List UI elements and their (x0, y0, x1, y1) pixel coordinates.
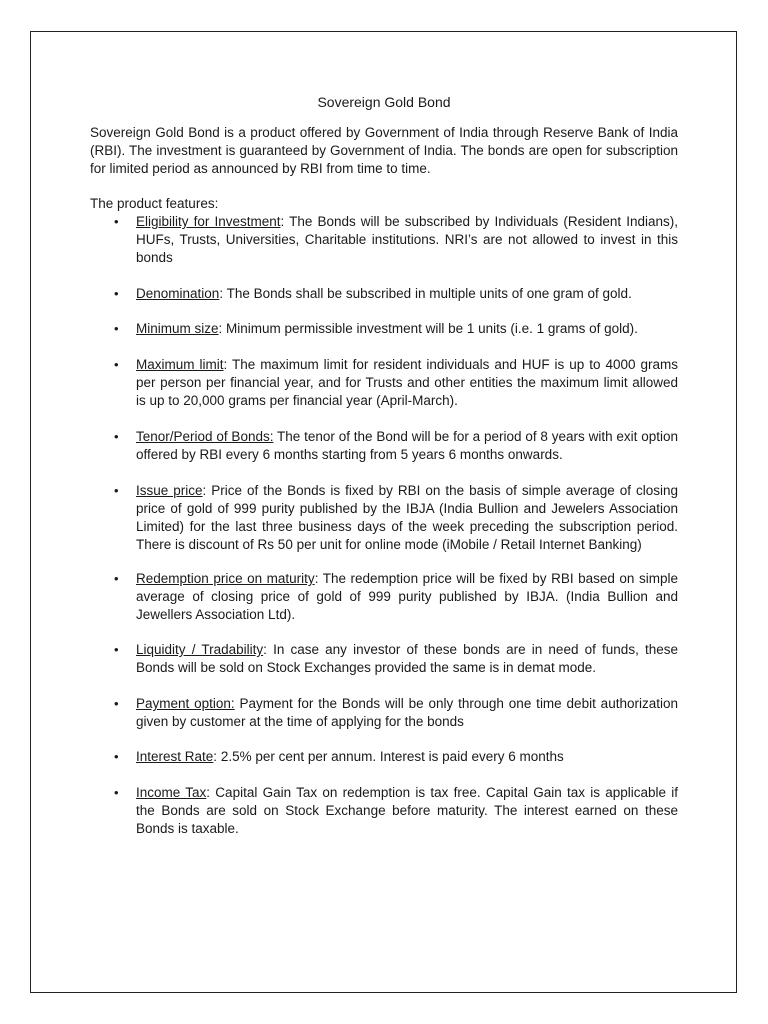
feature-text: The redemption price will be fixed by RBI based on simple average of closing price of gold of 999 purity published by IBJA. (India Bullion and Jewellers Association Ltd). (136, 571, 678, 622)
feature-item-minimum-size (114, 320, 678, 338)
feature-text: The Bonds will be subscribed by Individuals (Resident Indians), HUFs, Trusts, Universities, Charitable institutions. NRI’s are not allowed to invest in this bonds (136, 214, 678, 265)
feature-item-income-tax (114, 784, 679, 838)
feature-separator: : (219, 286, 224, 301)
bullet-icon: • (114, 749, 119, 764)
feature-separator: : (223, 357, 228, 372)
bullet-icon: • (114, 357, 119, 372)
feature-text: Payment for the Bonds will be only through one time debit authorization given by customer at the time of applying for the bonds (136, 696, 678, 729)
feature-separator: : (280, 214, 285, 229)
feature-item-interest-rate (114, 748, 678, 766)
document-title: Sovereign Gold Bond (317, 94, 451, 110)
feature-term: Tenor/Period of Bonds: (136, 429, 274, 444)
feature-term: Interest Rate (136, 749, 214, 764)
feature-separator: : (314, 571, 319, 586)
feature-item-redemption-price (114, 570, 678, 624)
feature-item-tenor (114, 428, 678, 464)
feature-term: Redemption price on maturity (136, 571, 315, 586)
feature-separator: : (213, 749, 218, 764)
feature-text: The tenor of the Bond will be for a period of 8 years with exit option offered by RBI every 6 months starting from 5 years 6 months onwards. (136, 429, 678, 462)
bullet-icon: • (114, 483, 119, 498)
feature-separator: : (206, 785, 211, 800)
feature-term: Denomination (136, 286, 220, 301)
feature-text: Capital Gain Tax on redemption is tax free. Capital Gain tax is applicable if the Bonds are sold on Stock Exchange before maturity. The interest earned on these Bonds is taxable. (136, 785, 679, 836)
bullet-icon: • (114, 642, 119, 657)
bullet-icon: • (114, 696, 119, 711)
feature-term: Income Tax (136, 785, 207, 800)
feature-separator: : (218, 321, 223, 336)
feature-item-liquidity (114, 641, 679, 677)
feature-text: The maximum limit for resident individuals and HUF is up to 4000 grams per person per financial year, and for Trusts and other entities the maximum limit allowed is up to 20,000 grams per financial year (April-March). (136, 357, 678, 408)
intro-paragraph: Sovereign Gold Bond is a product offered by Government of India through Reserve Bank of India (RBI). The investment is guaranteed by Government of India. The bonds are open for subscription for limited period as announced by RBI from time to time. (90, 125, 678, 176)
bullet-icon: • (114, 429, 119, 444)
bullet-icon: • (114, 571, 119, 586)
bullet-icon: • (114, 286, 119, 301)
feature-text: Price of the Bonds is fixed by RBI on the basis of simple average of closing price of gold of 999 purity published by the IBJA (India Bullion and Jewelers Association Limited) for the last three business days of the week preceding the subscription period. There is discount of Rs 50 per unit for online mode (iMobile / Retail Internet Banking) (136, 483, 678, 552)
feature-term: Minimum size (136, 321, 219, 336)
features-heading: The product features: (90, 196, 219, 211)
feature-term: Issue price (136, 483, 203, 498)
feature-item-eligibility (114, 213, 678, 267)
feature-text: 2.5% per cent per annum. Interest is paid every 6 months (217, 749, 564, 764)
feature-text: The Bonds shall be subscribed in multiple units of one gram of gold. (223, 286, 632, 301)
feature-item-issue-price (114, 482, 678, 554)
bullet-icon: • (114, 785, 119, 800)
feature-text: In case any investor of these bonds are in need of funds, these Bonds will be sold on Stock Exchanges provided the same is in demat mode. (136, 642, 679, 675)
feature-item-denomination (114, 285, 678, 303)
feature-item-maximum-limit (114, 356, 678, 410)
feature-item-payment-option (114, 695, 678, 731)
feature-separator: : (263, 642, 267, 657)
feature-term: Payment option: (136, 696, 235, 711)
feature-text: Minimum permissible investment will be 1 units (i.e. 1 grams of gold). (222, 321, 638, 336)
feature-term: Liquidity / Tradability (136, 642, 264, 657)
feature-term: Maximum limit (136, 357, 224, 372)
bullet-icon: • (114, 321, 119, 336)
feature-term: Eligibility for Investment (136, 214, 281, 229)
bullet-icon: • (114, 214, 119, 229)
feature-separator: : (202, 483, 207, 498)
